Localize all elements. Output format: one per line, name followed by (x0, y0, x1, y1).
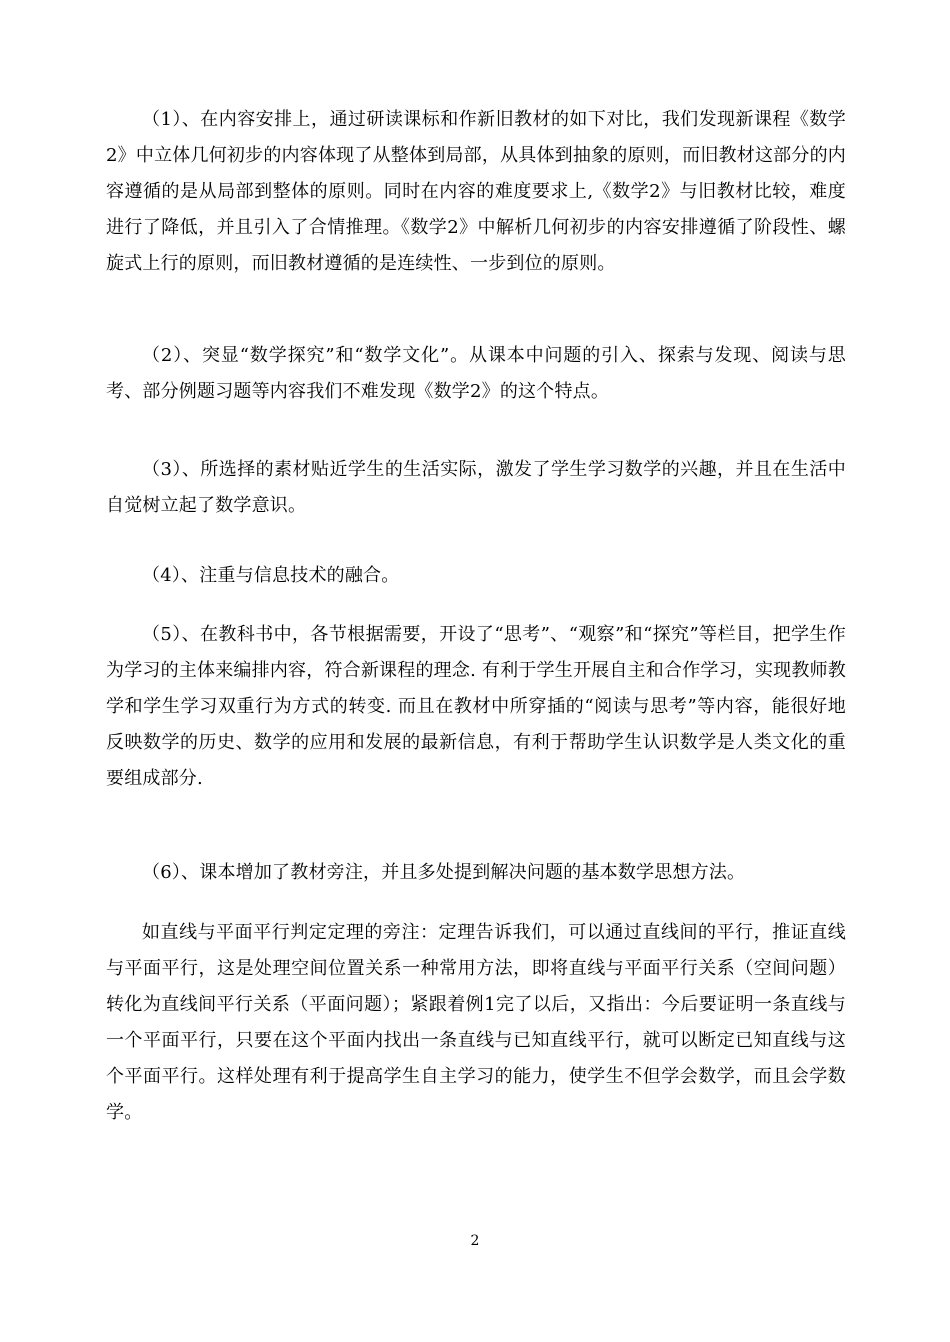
paragraph-textbook-columns: （5）、在教科书中，各节根据需要，开设了“思考”、“观察”和“探究”等栏目，把学生作为学习的主体来编排内容，符合新课程的理念. 有利于学生开展自主和合作学习，实现教师教学和学生学习双重行为方式的转变. 而且在教材中所穿插的“阅读与思考”等内容，能很好地反映数学的历史、数学的应用和发展的最新信息，有利于帮助学生认识数学是人类文化的重要组成部分. (106, 624, 846, 789)
paragraph-content-arrangement: （1）、在内容安排上，通过研读课标和作新旧教材的如下对比，我们发现新课程《数学2》中立体几何初步的内容体现了从整体到局部，从具体到抽象的原则，而旧教材这部分的内容遵循的是从局部到整体的原则。同时在内容的难度要求上,《数学2》与旧教材比较，难度进行了降低，并且引入了合情推理。《数学2》中解析几何初步的内容安排遵循了阶段性、螺旋式上行的原则，而旧教材遵循的是连续性、一步到位的原则。 (106, 109, 846, 274)
paragraph-example-theorem-note: 如直线与平面平行判定定理的旁注：定理告诉我们，可以通过直线间的平行，推证直线与平面平行，这是处理空间位置关系一种常用方法，即将直线与平面平行关系（空间问题）转化为直线间平行关系（平面问题）；紧跟着例1完了以后，又指出：今后要证明一条直线与一个平面平行，只要在这个平面内找出一条直线与已知直线平行，就可以断定已知直线与这个平面平行。这样处理有利于提高学生自主学习的能力，使学生不但学会数学，而且会学数学。 (106, 922, 846, 1123)
paragraph-math-inquiry-culture: （2）、突显“数学探究”和“数学文化”。从课本中问题的引入、探索与发现、阅读与思考、部分例题习题等内容我们不难发现《数学2》的这个特点。 (106, 345, 846, 402)
paragraph-information-technology: （4）、注重与信息技术的融合。 (142, 565, 400, 586)
paragraph-margin-notes: （6）、课本增加了教材旁注，并且多处提到解决问题的基本数学思想方法。 (142, 862, 746, 883)
page-number: 2 (470, 1233, 480, 1249)
paragraph-real-life-materials: （3）、所选择的素材贴近学生的生活实际，激发了学生学习数学的兴趣，并且在生活中自觉树立起了数学意识。 (106, 459, 846, 516)
